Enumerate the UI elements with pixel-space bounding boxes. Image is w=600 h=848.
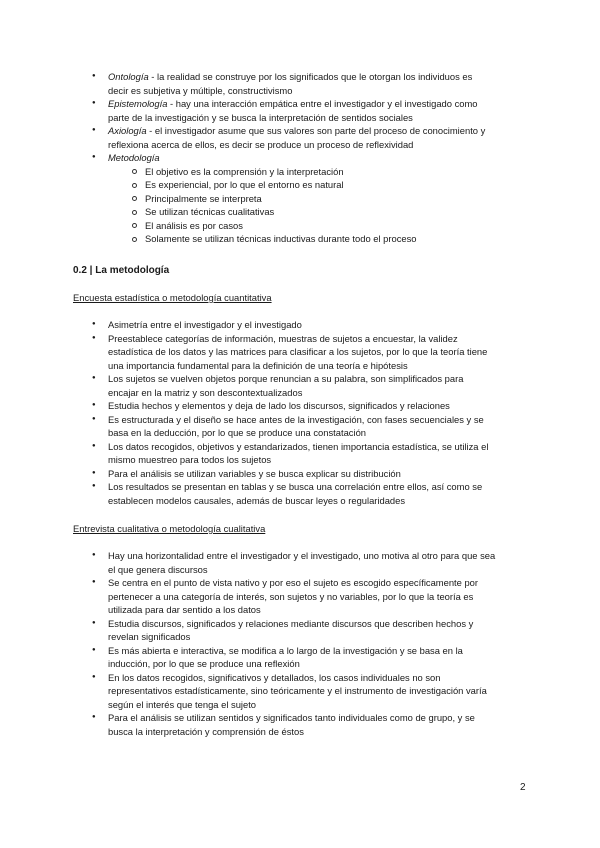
list-item: Es más abierta e interactiva, se modifica a lo largo de la investigación y se basa en la bbox=[108, 644, 463, 656]
list-item-continuation: pertenecer a una categoría de interés, son sujetos y no variables, por lo que la teoría es bbox=[108, 590, 474, 602]
list-item-continuation: encajar en la matriz y son descontextualizados bbox=[108, 386, 303, 398]
list-item-continuation: basa en la deducción, por lo que se produce una constatación bbox=[108, 427, 366, 438]
list-item: Preestablece categorías de información, muestras de sujetos a encuestar, la validez bbox=[108, 332, 458, 344]
sub-bullet-circle bbox=[132, 196, 137, 201]
subsection-title-qualitative: Entrevista cualitativa o metodología cualitativa bbox=[73, 523, 266, 534]
sub-bullet-circle bbox=[132, 169, 137, 174]
list-item: En los datos recogidos, significativos y detallados, los casos individuales no son bbox=[108, 671, 441, 683]
bullet-dot: ● bbox=[92, 73, 96, 79]
term-description: - la realidad se construye por los significados que le otorgan los individuos es bbox=[148, 71, 473, 82]
sub-bullet-circle bbox=[132, 223, 137, 228]
bullet-dot: ● bbox=[92, 673, 96, 680]
bullet-dot: ● bbox=[92, 442, 96, 449]
list-item-continuation: establecen modelos causales, además de buscar leyes o regularidades bbox=[108, 494, 406, 506]
list-item-continuation: según el interés que tenga el sujeto bbox=[108, 698, 257, 710]
sub-bullet-circle bbox=[132, 237, 137, 242]
bullet-dot: ● bbox=[92, 154, 96, 160]
term-label: Axiología bbox=[108, 125, 147, 136]
list-item-continuation: el que genera discursos bbox=[108, 563, 208, 575]
bullet-dot: ● bbox=[92, 100, 96, 106]
bullet-dot: ● bbox=[92, 579, 96, 585]
list-item-continuation: busca la interpretación y comprensión de éstos bbox=[108, 725, 304, 737]
term-label: Epistemología bbox=[108, 98, 168, 109]
term-label: Ontología bbox=[108, 71, 149, 82]
bullet-dot: ● bbox=[92, 714, 96, 720]
bullet-dot: ● bbox=[92, 646, 96, 653]
list-item-continuation: utilizada para dar sentido a los datos bbox=[108, 604, 261, 615]
list-item-continuation: estadística de los datos y las matrices para clasificar a los sujetos, por lo que la teoría tiene bbox=[108, 346, 488, 357]
bullet-dot: ● bbox=[92, 375, 96, 381]
section-heading: 0.2 | La metodología bbox=[73, 265, 170, 276]
term-description: - el investigador asume que sus valores son parte del proceso de conocimiento y bbox=[146, 125, 486, 136]
page-number: 2 bbox=[520, 782, 526, 793]
bullet-dot: ● bbox=[92, 483, 96, 489]
list-item-continuation: revelan significados bbox=[108, 631, 191, 642]
list-item-continuation: decir es subjetiva y múltiple, constructivismo bbox=[108, 84, 293, 96]
sub-list-item: Es experiencial, por lo que el entorno es natural bbox=[145, 179, 344, 190]
bullet-dot: ● bbox=[92, 402, 96, 408]
list-item bbox=[108, 70, 472, 84]
list-item: Los datos recogidos, objetivos y estandarizados, tienen importancia estadística, se utiliza el bbox=[108, 440, 489, 452]
list-item bbox=[108, 151, 160, 165]
term-description: - hay una interacción empática entre el investigador y el investigado como bbox=[167, 98, 478, 109]
list-item: Es estructurada y el diseño se hace antes de la investigación, con fases secuenciales y se bbox=[108, 413, 484, 425]
list-item-continuation: inducción, por lo que se produce una reflexión bbox=[108, 658, 300, 669]
bullet-dot: ● bbox=[92, 334, 96, 341]
bullet-dot: ● bbox=[92, 127, 96, 133]
list-item bbox=[108, 124, 485, 138]
list-item: Estudia discursos, significados y relaciones mediante discursos que describen hechos y bbox=[108, 617, 474, 629]
bullet-dot: ● bbox=[92, 415, 96, 422]
sub-list-item: El objetivo es la comprensión y la interpretación bbox=[145, 165, 344, 177]
list-item-continuation: mismo muestreo para todos los sujetos bbox=[108, 454, 272, 465]
list-item bbox=[108, 97, 478, 111]
sub-list-item: Solamente se utilizan técnicas inductivas durante todo el proceso bbox=[145, 233, 417, 244]
list-item-continuation: representativos estadísticamente, sino teóricamente y el instrumento de investigación varía bbox=[108, 685, 487, 696]
subsection-title-quantitative: Encuesta estadística o metodología cuantitativa bbox=[73, 292, 272, 303]
list-item: Hay una horizontalidad entre el investigador y el investigado, uno motiva al otro para que sea bbox=[108, 550, 496, 561]
list-item: Los resultados se presentan en tablas y se busca una correlación entre ellos, así como se bbox=[108, 481, 483, 492]
bullet-dot: ● bbox=[92, 552, 96, 558]
list-item-continuation: parte de la investigación y se busca la interpretación de sentidos sociales bbox=[108, 111, 413, 123]
list-item: Para el análisis se utilizan sentidos y significados tanto individuales como de grupo, y se bbox=[108, 712, 475, 723]
sub-list-item: Se utilizan técnicas cualitativas bbox=[145, 206, 275, 217]
list-item-continuation: una importancia fundamental para la definición de una teoría e hipótesis bbox=[108, 359, 408, 371]
list-item: Los sujetos se vuelven objetos porque renuncian a su palabra, son simplificados para bbox=[108, 373, 464, 384]
list-item: Para el análisis se utilizan variables y se busca explicar su distribución bbox=[108, 467, 401, 479]
sub-list-item: El análisis es por casos bbox=[145, 219, 243, 231]
list-item-continuation: reflexiona acerca de ellos, es decir se produce un proceso de reflexividad bbox=[108, 138, 414, 150]
term-label: Metodología bbox=[108, 152, 160, 163]
sub-list-item: Principalmente se interpreta bbox=[145, 192, 262, 204]
bullet-dot: ● bbox=[92, 469, 96, 476]
sub-bullet-circle bbox=[132, 210, 137, 215]
bullet-dot: ● bbox=[92, 321, 96, 327]
bullet-dot: ● bbox=[92, 619, 96, 626]
list-item: Estudia hechos y elementos y deja de lado los discursos, significados y relaciones bbox=[108, 400, 450, 411]
sub-bullet-circle bbox=[132, 183, 137, 188]
list-item: Se centra en el punto de vista nativo y por eso el sujeto es escogido específicamente por bbox=[108, 577, 479, 588]
list-item: Asimetría entre el investigador y el investigado bbox=[108, 319, 302, 330]
